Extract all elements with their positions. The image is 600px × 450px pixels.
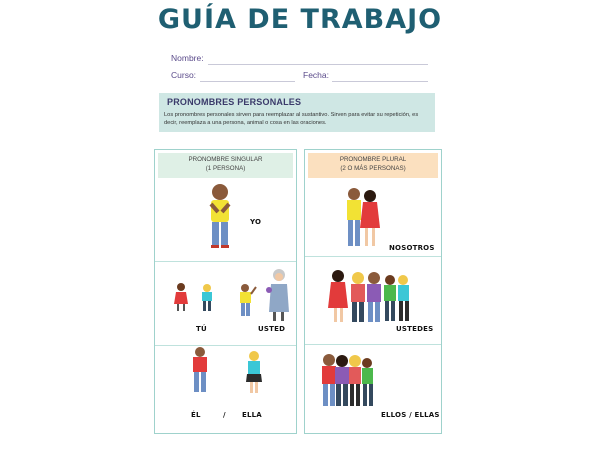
word-ellos-ellas: ELLOS / ELLAS <box>381 411 440 419</box>
plural-header-subtitle: (2 O MÁS PERSONAS) <box>340 164 406 172</box>
singular-header-title: PRONOMBRE SINGULAR <box>188 156 263 163</box>
divider <box>305 344 441 345</box>
course-label: Curso: <box>171 70 197 80</box>
plural-header-title: PRONOMBRE PLURAL <box>339 156 407 163</box>
name-field[interactable] <box>208 64 428 65</box>
boy-el-illustration <box>190 346 210 396</box>
word-ella: ELLA <box>242 411 262 419</box>
group-ustedes-illustration <box>328 268 410 324</box>
boy-yo-illustration <box>200 182 240 252</box>
name-label: Nombre: <box>171 53 204 63</box>
girl-ella-illustration <box>245 350 263 396</box>
boy-usted-illustration <box>236 283 256 319</box>
date-label: Fecha: <box>303 70 329 80</box>
word-ustedes: USTEDES <box>396 325 434 333</box>
singular-header <box>158 153 293 178</box>
plural-header <box>308 153 438 178</box>
divider <box>305 256 441 257</box>
word-yo: YO <box>250 218 262 226</box>
word-nosotros: NOSOTROS <box>389 244 435 252</box>
page-title: GUÍA DE TRABAJO <box>157 4 443 35</box>
boy-girl-nosotros-illustration <box>342 186 382 250</box>
grandmother-usted-illustration <box>265 268 291 324</box>
divider <box>155 345 296 346</box>
date-field[interactable] <box>332 81 428 82</box>
boy-tu-illustration <box>199 283 215 313</box>
word-slash: / <box>223 411 226 419</box>
word-tu: TÚ <box>196 325 207 333</box>
group-ellos-ellas-illustration <box>320 352 376 408</box>
definition-text: Los pronombres personales sirven para reemplazar al sustantivo. Sirven para evitar su repetición, es decir, reemplaza a una persona, animal o cosa en las oraciones. <box>164 112 419 126</box>
course-field[interactable] <box>200 81 295 82</box>
divider <box>155 261 296 262</box>
word-el: ÉL <box>191 411 201 419</box>
definition-heading: PRONOMBRES PERSONALES <box>167 97 302 107</box>
word-usted: USTED <box>258 325 286 333</box>
girl-tu-illustration <box>172 282 190 312</box>
definition-box <box>159 93 435 132</box>
singular-header-subtitle: (1 PERSONA) <box>205 164 246 172</box>
